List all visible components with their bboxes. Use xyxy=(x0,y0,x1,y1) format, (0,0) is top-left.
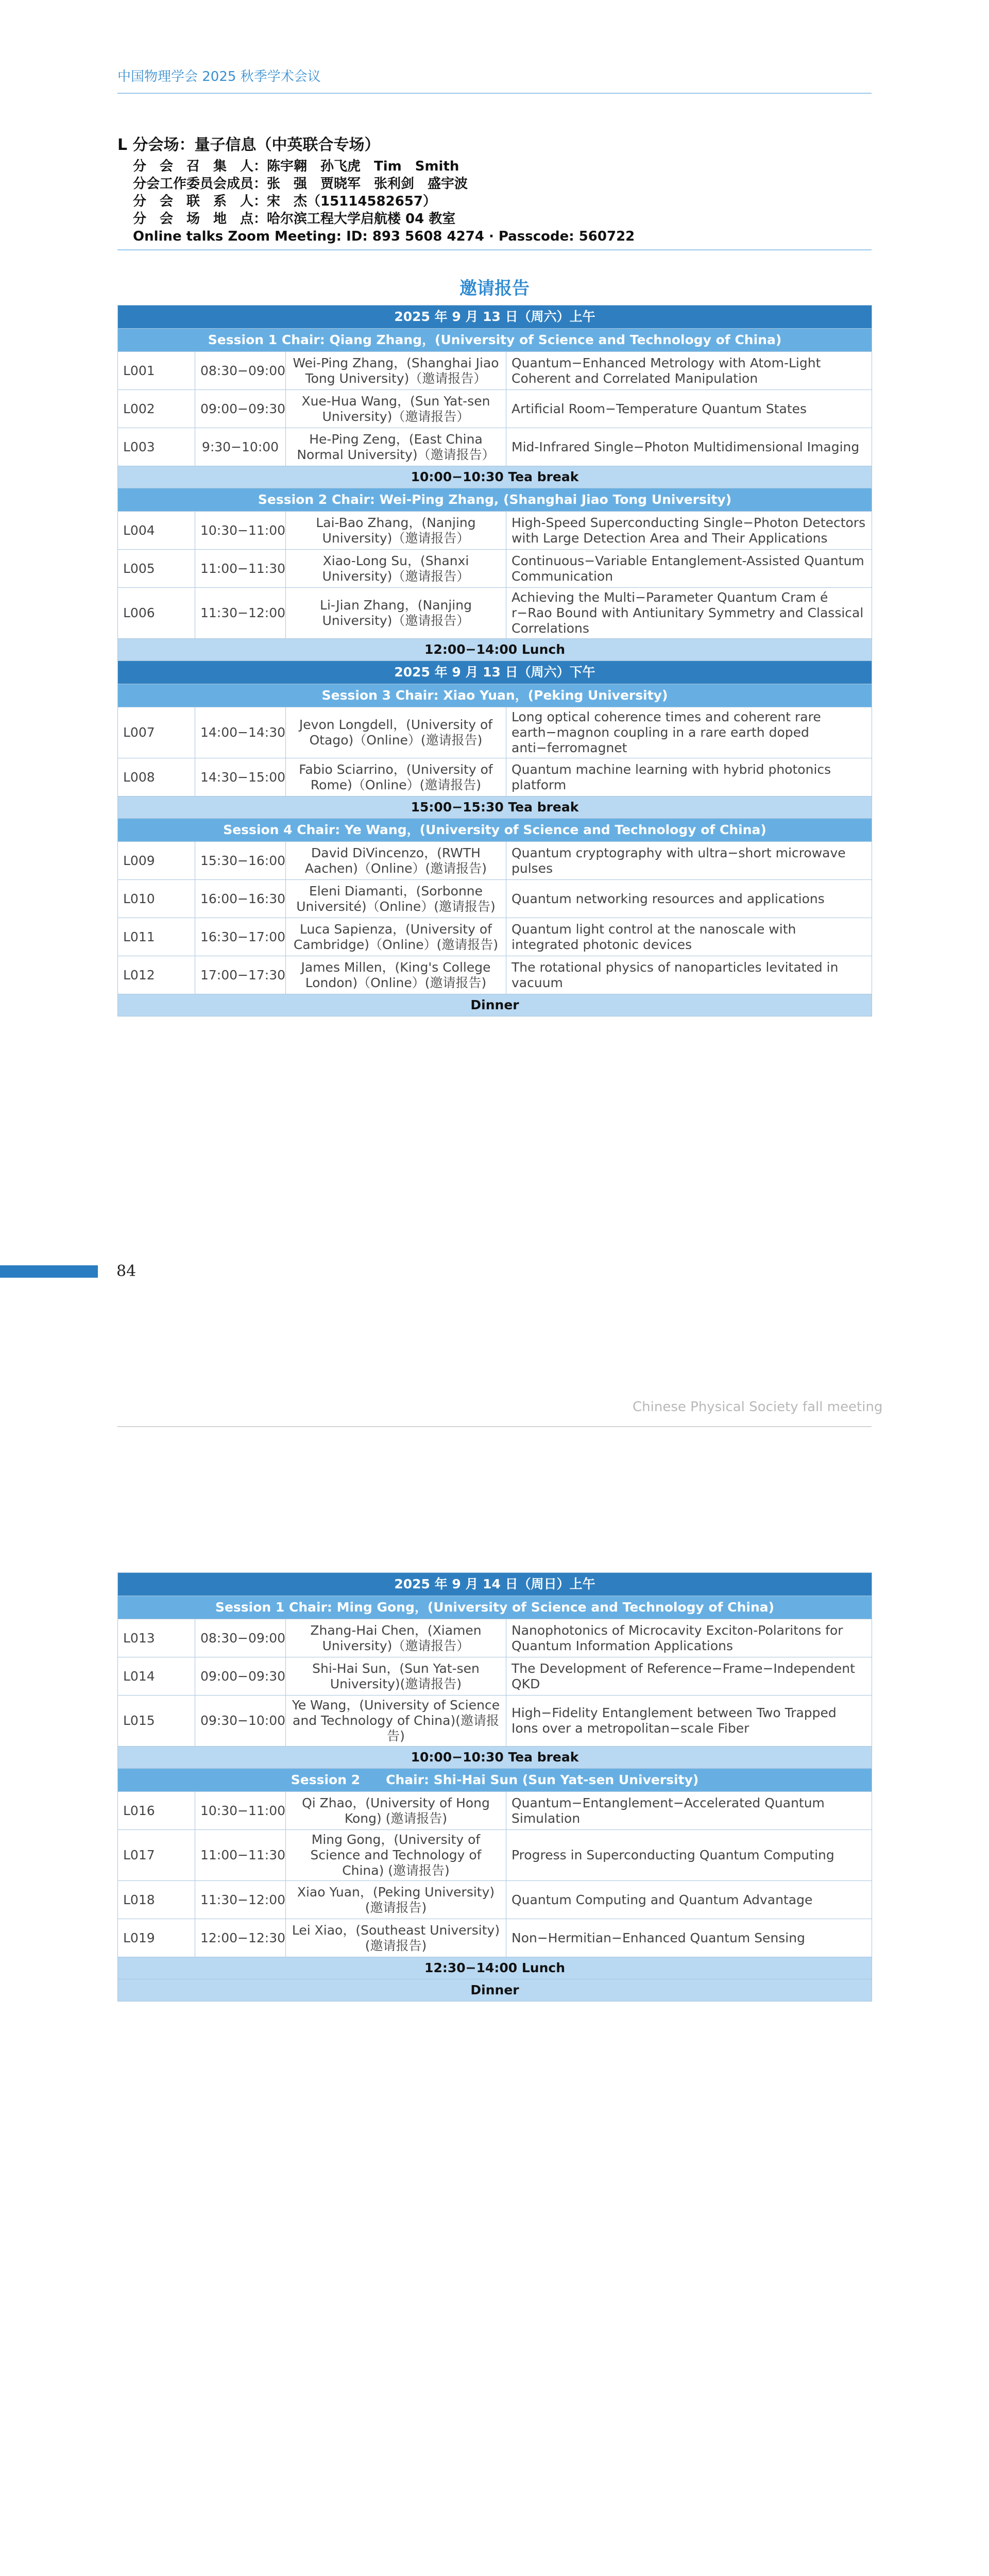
talk-time: 14:00−14:30 xyxy=(195,707,286,758)
break-row xyxy=(118,639,872,661)
talk-speaker: Fabio Sciarrino，(University of Rome)（Online）(邀请报告) xyxy=(286,758,506,796)
talk-speaker: Eleni Diamanti，(Sorbonne Université)（Online）(邀请报告) xyxy=(286,880,506,918)
break-row xyxy=(118,994,872,1016)
session-chair-row xyxy=(118,1596,872,1619)
talk-speaker: James Millen，(King's College London)（Online）(邀请报告) xyxy=(286,956,506,994)
banner-text: Session 2 Chair: Shi-Hai Sun (Sun Yat-sen University) xyxy=(118,1769,872,1792)
talk-title: High−Fidelity Entanglement between Two Trapped Ions over a metropolitan−scale Fiber xyxy=(506,1696,872,1747)
talk-title: Quantum machine learning with hybrid photonics platform xyxy=(506,758,872,796)
schedule-table-day1 xyxy=(117,305,872,1016)
talk-title: High-Speed Superconducting Single−Photon Detectors with Large Detection Area and Their Applications xyxy=(506,512,872,550)
talk-title: Mid-Infrared Single−Photon Multidimensional Imaging xyxy=(506,428,872,466)
talk-row xyxy=(118,1830,872,1881)
talk-code: L018 xyxy=(118,1881,195,1919)
talk-speaker: He-Ping Zeng，(East China Normal University)（邀请报告） xyxy=(286,428,506,466)
banner-text: 2025 年 9 月 14 日（周日）上午 xyxy=(118,1573,872,1596)
session-chair-row xyxy=(118,488,872,512)
break-row xyxy=(118,796,872,819)
break-row xyxy=(118,1747,872,1769)
talk-time: 11:30−12:00 xyxy=(195,588,286,639)
talk-time: 14:30−15:00 xyxy=(195,758,286,796)
talk-title: The rotational physics of nanoparticles levitated in vacuum xyxy=(506,956,872,994)
talk-row xyxy=(118,707,872,758)
talk-code: L010 xyxy=(118,880,195,918)
talk-title: Quantum Computing and Quantum Advantage xyxy=(506,1881,872,1919)
session-chair-row xyxy=(118,329,872,352)
talk-row xyxy=(118,1792,872,1830)
talk-speaker: Lei Xiao，(Southeast University) (邀请报告) xyxy=(286,1919,506,1957)
talk-row xyxy=(118,956,872,994)
banner-text: 12:30−14:00 Lunch xyxy=(118,1957,872,1979)
talk-row xyxy=(118,842,872,880)
banner-text: 2025 年 9 月 13 日（周六）上午 xyxy=(118,306,872,329)
talk-code: L013 xyxy=(118,1619,195,1657)
talk-speaker: Ye Wang，(University of Science and Technology of China)(邀请报告) xyxy=(286,1696,506,1747)
banner-text: Session 1 Chair: Ming Gong，(University of Science and Technology of China) xyxy=(118,1596,872,1619)
talk-time: 11:30−12:00 xyxy=(195,1881,286,1919)
page2-header-rule xyxy=(117,1426,872,1427)
talk-time: 11:00−11:30 xyxy=(195,1830,286,1881)
talk-row xyxy=(118,918,872,956)
talk-code: L009 xyxy=(118,842,195,880)
talk-speaker: Jevon Longdell，(University of Otago)（Online）(邀请报告) xyxy=(286,707,506,758)
talk-row xyxy=(118,758,872,796)
talk-speaker: Wei-Ping Zhang，(Shanghai Jiao Tong University)（邀请报告） xyxy=(286,352,506,390)
session-info xyxy=(133,158,635,245)
talk-code: L005 xyxy=(118,550,195,588)
page1-info-rule xyxy=(117,249,872,250)
schedule-table-day2 xyxy=(117,1572,872,2002)
session-chair-row xyxy=(118,1769,872,1792)
banner-text: 10:00−10:30 Tea break xyxy=(118,466,872,488)
talk-title: Quantum light control at the nanoscale with integrated photonic devices xyxy=(506,918,872,956)
date-row xyxy=(118,1573,872,1596)
break-row xyxy=(118,1957,872,1979)
talk-title: The Development of Reference−Frame−Independent QKD xyxy=(506,1657,872,1696)
banner-text: Session 1 Chair: Qiang Zhang，(University of Science and Technology of China) xyxy=(118,329,872,352)
talk-speaker: Ming Gong，(University of Science and Technology of China) (邀请报告) xyxy=(286,1830,506,1881)
banner-text: Session 4 Chair: Ye Wang，(University of Science and Technology of China) xyxy=(118,819,872,842)
banner-text: 2025 年 9 月 13 日（周六）下午 xyxy=(118,661,872,684)
talk-code: L001 xyxy=(118,352,195,390)
talk-row xyxy=(118,428,872,466)
talk-title: Quantum cryptography with ultra−short microwave pulses xyxy=(506,842,872,880)
talk-code: L004 xyxy=(118,512,195,550)
banner-text: Session 2 Chair: Wei-Ping Zhang, (Shanghai Jiao Tong University) xyxy=(118,488,872,512)
talk-time: 17:00−17:30 xyxy=(195,956,286,994)
break-row xyxy=(118,1979,872,2002)
talk-time: 9:30−10:00 xyxy=(195,428,286,466)
talk-title: Progress in Superconducting Quantum Computing xyxy=(506,1830,872,1881)
talk-code: L011 xyxy=(118,918,195,956)
talk-speaker: Xiao-Long Su，(Shanxi University)（邀请报告） xyxy=(286,550,506,588)
talk-row xyxy=(118,1619,872,1657)
talk-time: 10:30−11:00 xyxy=(195,512,286,550)
talk-row xyxy=(118,1657,872,1696)
talk-row xyxy=(118,880,872,918)
talk-row xyxy=(118,1881,872,1919)
talk-title: Quantum networking resources and applications xyxy=(506,880,872,918)
banner-text: 10:00−10:30 Tea break xyxy=(118,1747,872,1769)
talk-code: L006 xyxy=(118,588,195,639)
talk-speaker: David DiVincenzo，(RWTH Aachen)（Online）(邀请报告) xyxy=(286,842,506,880)
talk-row xyxy=(118,1919,872,1957)
break-row xyxy=(118,466,872,488)
talk-speaker: Shi-Hai Sun，(Sun Yat-sen University)(邀请报告) xyxy=(286,1657,506,1696)
page1-header-rule xyxy=(117,93,872,94)
talk-title: Quantum−Enhanced Metrology with Atom-Light Coherent and Correlated Manipulation xyxy=(506,352,872,390)
talk-code: L016 xyxy=(118,1792,195,1830)
talk-row xyxy=(118,390,872,428)
talk-time: 08:30−09:00 xyxy=(195,1619,286,1657)
talk-code: L015 xyxy=(118,1696,195,1747)
talk-row xyxy=(118,352,872,390)
banner-text: 15:00−15:30 Tea break xyxy=(118,796,872,819)
talk-speaker: Luca Sapienza，(University of Cambridge)（Online）(邀请报告) xyxy=(286,918,506,956)
banner-text: 12:00−14:00 Lunch xyxy=(118,639,872,661)
info-line: Online talks Zoom Meeting: ID: 893 5608 4274 · Passcode: 560722 xyxy=(133,229,635,244)
talk-time: 09:00−09:30 xyxy=(195,390,286,428)
talk-title: Artificial Room−Temperature Quantum States xyxy=(506,390,872,428)
talk-speaker: Zhang-Hai Chen，(Xiamen University)（邀请报告） xyxy=(286,1619,506,1657)
talk-code: L003 xyxy=(118,428,195,466)
talk-code: L002 xyxy=(118,390,195,428)
talk-row xyxy=(118,550,872,588)
banner-text: Session 3 Chair: Xiao Yuan，(Peking University) xyxy=(118,684,872,707)
talk-speaker: Qi Zhao，(University of Hong Kong) (邀请报告) xyxy=(286,1792,506,1830)
talk-time: 11:00−11:30 xyxy=(195,550,286,588)
talk-row xyxy=(118,1696,872,1747)
banner-text: Dinner xyxy=(118,994,872,1016)
talk-title: Achieving the Multi−Parameter Quantum Cram é r−Rao Bound with Antiunitary Symmetry and Classical Correlations xyxy=(506,588,872,639)
talk-title: Long optical coherence times and coherent rare earth−magnon coupling in a rare earth doped anti−ferromagnet xyxy=(506,707,872,758)
talk-title: Non−Hermitian−Enhanced Quantum Sensing xyxy=(506,1919,872,1957)
page1-header: 中国物理学会 2025 秋季学术会议 xyxy=(117,69,321,84)
talk-time: 10:30−11:00 xyxy=(195,1792,286,1830)
date-row xyxy=(118,306,872,329)
talk-speaker: Li-Jian Zhang，(Nanjing University)（邀请报告） xyxy=(286,588,506,639)
talk-time: 16:30−17:00 xyxy=(195,918,286,956)
talk-time: 09:30−10:00 xyxy=(195,1696,286,1747)
talk-speaker: Xue-Hua Wang，(Sun Yat-sen University)（邀请报告） xyxy=(286,390,506,428)
talk-code: L007 xyxy=(118,707,195,758)
page2-header: Chinese Physical Society fall meeting xyxy=(633,1399,883,1415)
talk-speaker: Xiao Yuan，(Peking University) (邀请报告) xyxy=(286,1881,506,1919)
talk-title: Nanophotonics of Microcavity Exciton-Polaritons for Quantum Information Applications xyxy=(506,1619,872,1657)
session-chair-row xyxy=(118,819,872,842)
talk-time: 08:30−09:00 xyxy=(195,352,286,390)
date-row xyxy=(118,661,872,684)
banner-text: Dinner xyxy=(118,1979,872,2002)
talk-speaker: Lai-Bao Zhang，(Nanjing University)（邀请报告） xyxy=(286,512,506,550)
talk-time: 12:00−12:30 xyxy=(195,1919,286,1957)
talk-title: Quantum−Entanglement−Accelerated Quantum Simulation xyxy=(506,1792,872,1830)
info-line: 分 会 召 集 人：陈宇翱 孙飞虎 Tim Smith xyxy=(133,159,459,174)
info-line: 分 会 场 地 点：哈尔滨工程大学启航楼 04 教室 xyxy=(133,211,456,227)
invited-talks-title: 邀请报告 xyxy=(459,278,530,299)
page-number-84: 84 xyxy=(116,1262,137,1280)
talk-code: L019 xyxy=(118,1919,195,1957)
talk-row xyxy=(118,512,872,550)
talk-code: L017 xyxy=(118,1830,195,1881)
talk-code: L014 xyxy=(118,1657,195,1696)
talk-code: L008 xyxy=(118,758,195,796)
info-line: 分会工作委员会成员：张 强 贾晓军 张利剑 盛宇波 xyxy=(133,176,468,192)
session-chair-row xyxy=(118,684,872,707)
talk-code: L012 xyxy=(118,956,195,994)
page1-footer-bar xyxy=(0,1265,98,1278)
info-line: 分 会 联 系 人：宋 杰（15114582657） xyxy=(133,194,436,209)
talk-title: Continuous−Variable Entanglement-Assisted Quantum Communication xyxy=(506,550,872,588)
talk-row xyxy=(118,588,872,639)
talk-time: 15:30−16:00 xyxy=(195,842,286,880)
talk-time: 16:00−16:30 xyxy=(195,880,286,918)
talk-time: 09:00−09:30 xyxy=(195,1657,286,1696)
session-title: L 分会场：量子信息（中英联合专场） xyxy=(117,136,380,154)
